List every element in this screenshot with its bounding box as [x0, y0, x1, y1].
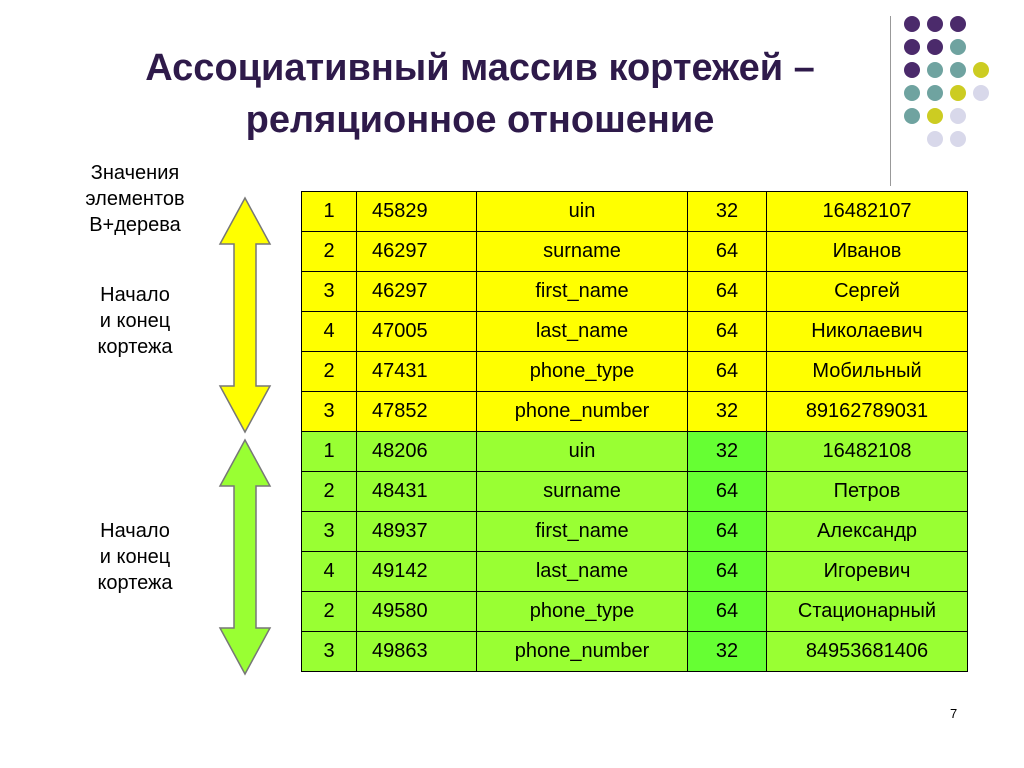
- decorative-dot: [950, 62, 966, 78]
- key-cell: 47852: [357, 392, 477, 432]
- size-cell: 64: [688, 592, 767, 632]
- values-label-line-3: B+дерева: [89, 214, 181, 236]
- table-row: [302, 232, 968, 272]
- key-cell: 48431: [357, 472, 477, 512]
- green-double-arrow-icon: [218, 438, 272, 676]
- table-row: [302, 432, 968, 472]
- decorative-dot: [904, 39, 920, 55]
- size-cell: 32: [688, 432, 767, 472]
- yellow-double-arrow-icon: [218, 196, 272, 434]
- table-row: [302, 632, 968, 672]
- title-line-2: реляционное отношение: [245, 99, 715, 141]
- decorative-dot: [950, 108, 966, 124]
- value-cell: Петров: [767, 472, 968, 512]
- key-cell: 47005: [357, 312, 477, 352]
- decorative-dot: [904, 108, 920, 124]
- value-cell: Сергей: [767, 272, 968, 312]
- field-name-cell: last_name: [477, 312, 688, 352]
- field-name-cell: surname: [477, 232, 688, 272]
- decorative-dot: [927, 39, 943, 55]
- field-name-cell: first_name: [477, 272, 688, 312]
- level-cell: 2: [302, 472, 357, 512]
- key-cell: 45829: [357, 192, 477, 232]
- tuple-1-label-line-2: и конец: [99, 310, 171, 332]
- key-cell: 46297: [357, 232, 477, 272]
- decorative-dot: [904, 62, 920, 78]
- tuple-1-label-line-1: Начало: [100, 284, 170, 306]
- table-row: [302, 352, 968, 392]
- decorative-dot: [950, 39, 966, 55]
- decorative-dot: [927, 85, 943, 101]
- values-label-line-2: элементов: [85, 188, 185, 210]
- tuple-2-label-line-2: и конец: [99, 546, 171, 568]
- size-cell: 32: [688, 192, 767, 232]
- level-cell: 3: [302, 632, 357, 672]
- size-cell: 64: [688, 552, 767, 592]
- field-name-cell: phone_type: [477, 352, 688, 392]
- key-cell: 49863: [357, 632, 477, 672]
- size-cell: 64: [688, 232, 767, 272]
- key-cell: 49142: [357, 552, 477, 592]
- tuple-1-label-line-3: кортежа: [97, 336, 173, 358]
- value-cell: Александр: [767, 512, 968, 552]
- field-name-cell: phone_number: [477, 632, 688, 672]
- level-cell: 2: [302, 592, 357, 632]
- size-cell: 64: [688, 352, 767, 392]
- level-cell: 4: [302, 312, 357, 352]
- value-cell: 16482108: [767, 432, 968, 472]
- value-cell: Игоревич: [767, 552, 968, 592]
- size-cell: 64: [688, 512, 767, 552]
- decorative-dot: [904, 85, 920, 101]
- table-row: [302, 272, 968, 312]
- table-row: [302, 552, 968, 592]
- level-cell: 4: [302, 552, 357, 592]
- tuple-2-label-line-3: кортежа: [97, 572, 173, 594]
- key-cell: 46297: [357, 272, 477, 312]
- field-name-cell: uin: [477, 192, 688, 232]
- field-name-cell: surname: [477, 472, 688, 512]
- size-cell: 32: [688, 632, 767, 672]
- value-cell: Николаевич: [767, 312, 968, 352]
- decorative-dot: [927, 16, 943, 32]
- value-cell: 84953681406: [767, 632, 968, 672]
- decorative-dot: [973, 85, 989, 101]
- decorative-dot: [927, 62, 943, 78]
- decorative-dot: [927, 108, 943, 124]
- level-cell: 1: [302, 192, 357, 232]
- level-cell: 3: [302, 512, 357, 552]
- value-cell: Стационарный: [767, 592, 968, 632]
- size-cell: 64: [688, 312, 767, 352]
- size-cell: 64: [688, 472, 767, 512]
- size-cell: 64: [688, 272, 767, 312]
- tuple-2-label: [60, 518, 210, 596]
- table-row: [302, 472, 968, 512]
- field-name-cell: phone_type: [477, 592, 688, 632]
- decorative-dot: [927, 131, 943, 147]
- table-row: [302, 312, 968, 352]
- field-name-cell: uin: [477, 432, 688, 472]
- key-cell: 48206: [357, 432, 477, 472]
- slide-title: [60, 42, 900, 146]
- values-label: [60, 160, 210, 238]
- level-cell: 3: [302, 392, 357, 432]
- value-cell: Иванов: [767, 232, 968, 272]
- decorative-dot: [950, 85, 966, 101]
- table-row: [302, 392, 968, 432]
- tuples-table: [301, 191, 968, 672]
- key-cell: 49580: [357, 592, 477, 632]
- level-cell: 3: [302, 272, 357, 312]
- level-cell: 2: [302, 352, 357, 392]
- decorative-dot: [973, 62, 989, 78]
- decorative-dot: [950, 131, 966, 147]
- divider-line: [890, 16, 891, 186]
- table-row: [302, 192, 968, 232]
- table-row: [302, 592, 968, 632]
- table-row: [302, 512, 968, 552]
- value-cell: Мобильный: [767, 352, 968, 392]
- level-cell: 1: [302, 432, 357, 472]
- page-number: 7: [950, 706, 958, 721]
- key-cell: 48937: [357, 512, 477, 552]
- title-line-1: Ассоциативный массив кортежей –: [145, 47, 815, 89]
- value-cell: 16482107: [767, 192, 968, 232]
- decorative-dot: [904, 16, 920, 32]
- value-cell: 89162789031: [767, 392, 968, 432]
- decorative-dot: [950, 16, 966, 32]
- field-name-cell: phone_number: [477, 392, 688, 432]
- field-name-cell: last_name: [477, 552, 688, 592]
- key-cell: 47431: [357, 352, 477, 392]
- level-cell: 2: [302, 232, 357, 272]
- tuple-2-label-line-1: Начало: [100, 520, 170, 542]
- values-label-line-1: Значения: [90, 162, 180, 184]
- field-name-cell: first_name: [477, 512, 688, 552]
- size-cell: 32: [688, 392, 767, 432]
- tuple-1-label: [60, 282, 210, 360]
